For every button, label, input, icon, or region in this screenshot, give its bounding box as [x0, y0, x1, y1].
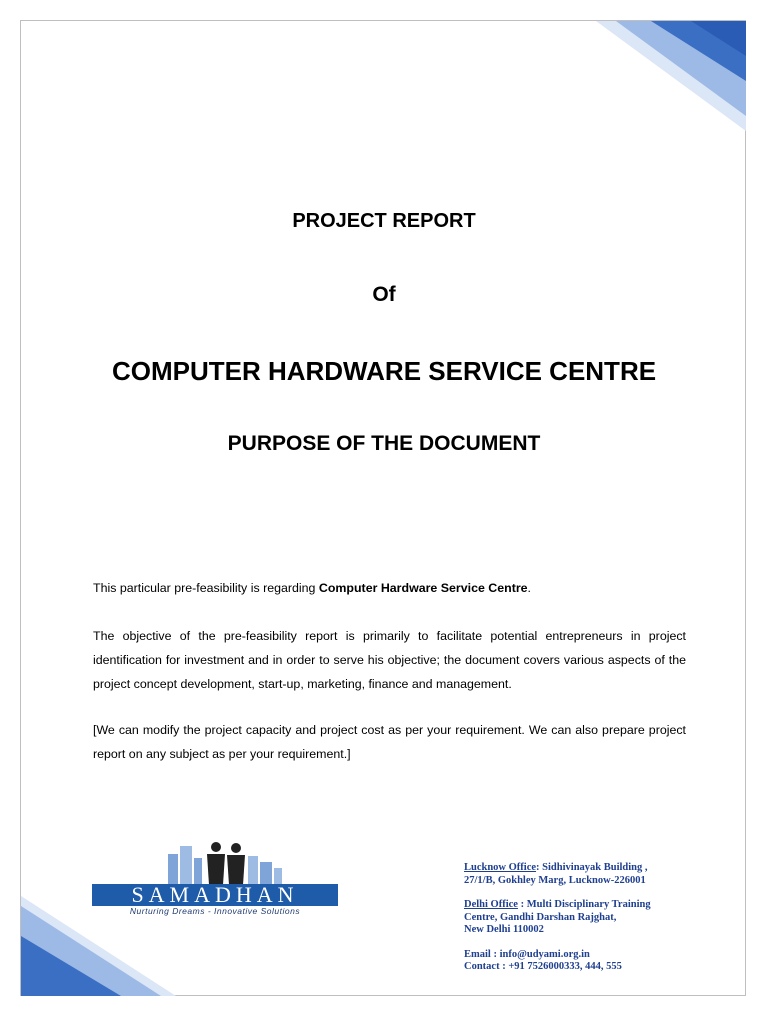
contact-phone: Contact : +91 7526000333, 444, 555 — [464, 961, 622, 972]
contact-block — [464, 862, 744, 974]
decorative-corner-top-right — [596, 21, 746, 131]
logo-wordmark: SAMADHAN — [92, 884, 338, 906]
lucknow-office-line2: 27/1/B, Gokhley Marg, Lucknow-226001 — [464, 874, 646, 886]
intro-paragraph — [93, 576, 686, 600]
logo-people-skyline-icon — [88, 840, 338, 885]
lucknow-office — [464, 862, 744, 887]
delhi-office-line2: Centre, Gandhi Darshan Rajghat, — [464, 911, 617, 923]
project-title: COMPUTER HARDWARE SERVICE CENTRE — [111, 356, 657, 386]
note-paragraph: [We can modify the project capacity and project cost as per your requirement. We can also prepare project report on any subject as per your requirement.] — [93, 723, 686, 761]
delhi-office-line3: New Delhi 110002 — [464, 924, 544, 935]
objective-paragraph: The objective of the pre-feasibility report is primarily to facilitate potential entrepreneurs in project identification for investment and in order to serve his objective; the document covers various aspects of the project concept development, start-up, marketing, finance and management. — [93, 629, 686, 691]
intro-subject: Computer Hardware Service Centre — [318, 581, 528, 595]
lucknow-office-label: Lucknow Office — [464, 862, 537, 873]
delhi-office-label: Delhi Office — [464, 899, 518, 910]
report-heading: PROJECT REPORT — [292, 210, 476, 232]
logo-tagline: Nurturing Dreams - Innovative Solutions — [129, 906, 301, 916]
lucknow-office-line1: : Sidhivinayak Building , — [536, 862, 648, 873]
of-heading: Of — [372, 283, 396, 306]
delhi-office-line1: : Multi Disciplinary Training — [517, 899, 651, 910]
intro-period: . — [527, 581, 531, 595]
contact-details — [464, 949, 744, 974]
samadhan-logo — [88, 840, 338, 920]
intro-text: This particular pre-feasibility is regarding — [93, 581, 319, 595]
delhi-office — [464, 899, 744, 937]
contact-email: Email : info@udyami.org.in — [464, 948, 590, 960]
purpose-heading: PURPOSE OF THE DOCUMENT — [227, 432, 541, 455]
